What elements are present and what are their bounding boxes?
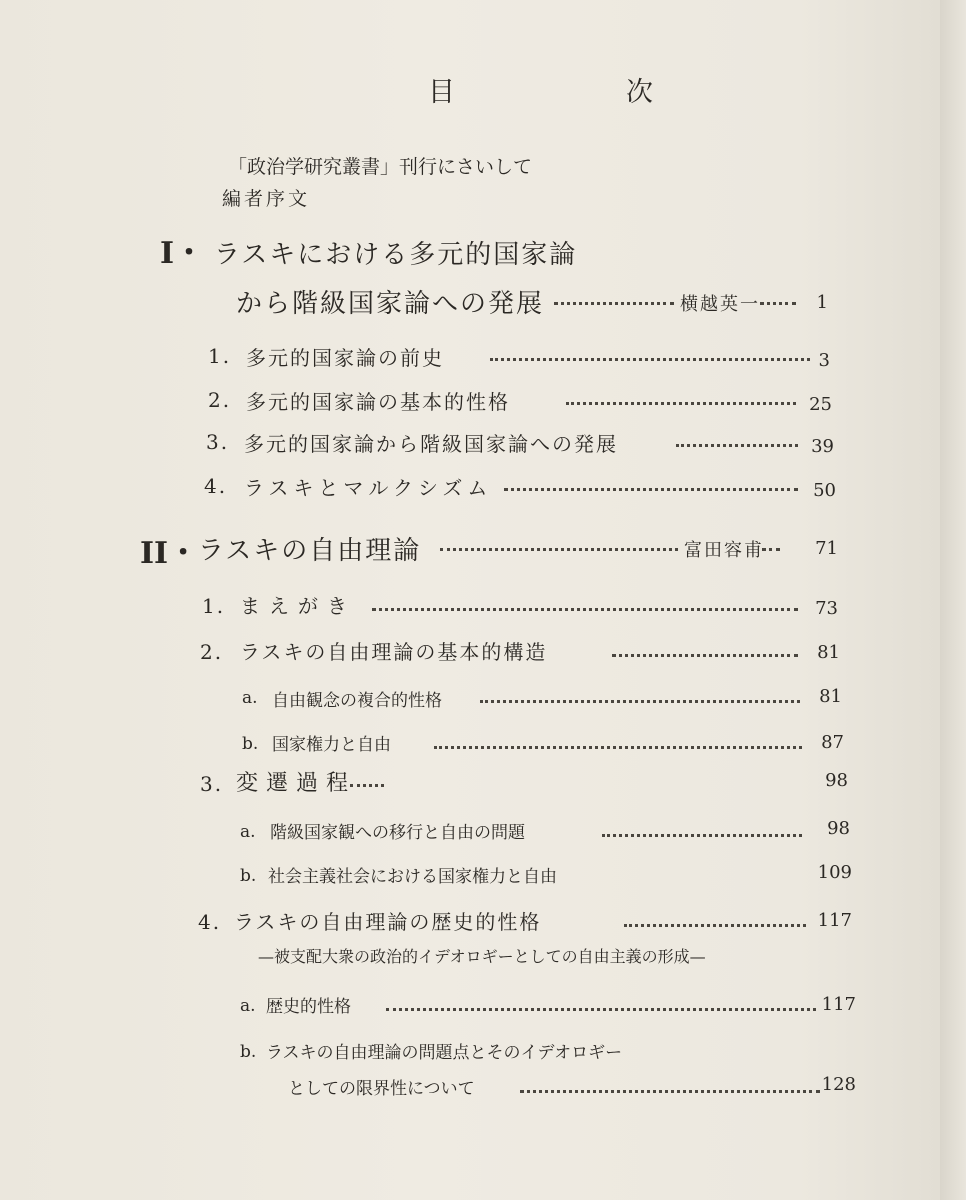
p2-ch2b-page: 87 [821,732,844,753]
p2-ch3a-title: 階級国家観への移行と自由の問題 [270,823,525,843]
p2-ch4-num: 4. [198,910,222,934]
p2-ch2-title: ラスキの自由理論の基本的構造 [240,640,548,664]
p2-ch2b-title: 国家権力と自由 [272,735,391,755]
p1-ch1-leader [490,358,810,361]
p1-ch3-title: 多元的国家論から階級国家論への発展 [244,432,618,456]
part1-title-line2: から階級国家論への発展 [236,289,545,319]
p2-ch1-leader [372,608,798,611]
p2-ch2b-num: b. [242,734,259,754]
p2-ch3-page: 98 [825,770,848,791]
p2-ch3-num: 3. [200,772,224,796]
part2-page: 71 [815,538,838,559]
p2-ch3a-leader [602,834,802,837]
p2-ch2a-leader [480,700,800,703]
p2-ch2a-title: 自由観念の複合的性格 [272,691,442,711]
p1-ch3-page: 39 [811,436,834,457]
p2-ch4-subtitle: —被支配大衆の政治的イデオロギーとしての自由主義の形成— [258,947,706,966]
part2-author: 富田容甫 [684,540,764,561]
part2-title: ラスキの自由理論 [198,536,422,566]
p2-ch3b-title: 社会主義社会における国家権力と自由 [268,867,557,887]
part1-page: 1 [816,292,828,313]
p2-ch4b-leader [520,1090,820,1093]
p1-ch1-num: 1. [208,344,232,368]
p1-ch1-title: 多元的国家論の前史 [246,346,444,370]
p2-ch4a-leader [386,1008,816,1011]
p2-ch4b-page: 128 [821,1074,856,1095]
adjacent-page-edge [940,0,966,1200]
p2-ch3-leader [350,784,384,787]
p2-ch4-page: 117 [817,910,852,931]
part1-leader [554,302,674,305]
p2-ch1-page: 73 [815,598,838,619]
part2-leader [440,548,678,551]
p2-ch4a-num: a. [240,996,256,1016]
p2-ch1-title: まえがき [240,594,356,618]
p1-ch4-page: 50 [813,480,836,501]
front-series-preface: 「政治学研究叢書」刊行にさいして [228,156,533,178]
p2-ch1-num: 1. [202,594,226,618]
p2-ch2-leader [612,654,798,657]
part2-roman: II・ [140,536,199,571]
p1-ch4-num: 4. [204,474,228,498]
p2-ch3b-page: 109 [817,862,852,883]
p2-ch4b-title-cont: としての限界性について [288,1079,475,1099]
p2-ch3b-num: b. [240,866,257,886]
p2-ch4-title: ラスキの自由理論の歴史的性格 [234,910,542,934]
part1-title-line1: ラスキにおける多元的国家論 [214,240,578,270]
part1-author: 横越英一 [680,294,760,315]
p2-ch2a-num: a. [242,688,258,708]
part1-roman: I・ [160,236,205,271]
p1-ch4-title: ラスキとマルクシズム [244,476,493,500]
p2-ch2b-leader [434,746,802,749]
p2-ch2-page: 81 [817,642,840,663]
p1-ch2-leader [566,402,796,405]
p2-ch2a-page: 81 [819,686,842,707]
p2-ch4-leader [624,924,806,927]
p1-ch3-num: 3. [206,430,230,454]
p2-ch2-num: 2. [200,640,224,664]
p2-ch3-title: 変遷過程 [236,771,357,796]
p2-ch4b-num: b. [240,1042,257,1062]
p2-ch3a-page: 98 [827,818,850,839]
p1-ch2-title: 多元的国家論の基本的性格 [246,390,510,414]
p1-ch1-page: 3 [818,350,830,371]
p2-ch4a-title: 歴史的性格 [266,997,351,1017]
p2-ch4a-page: 117 [821,994,856,1015]
p2-ch4b-title: ラスキの自由理論の問題点とそのイデオロギー [266,1043,623,1063]
toc-title: 目 次 [428,77,725,108]
p1-ch2-page: 25 [809,394,832,415]
p2-ch3a-num: a. [240,822,256,842]
p1-ch4-leader [504,488,798,491]
front-editor-preface: 編者序文 [222,188,311,210]
p1-ch2-num: 2. [208,388,232,412]
